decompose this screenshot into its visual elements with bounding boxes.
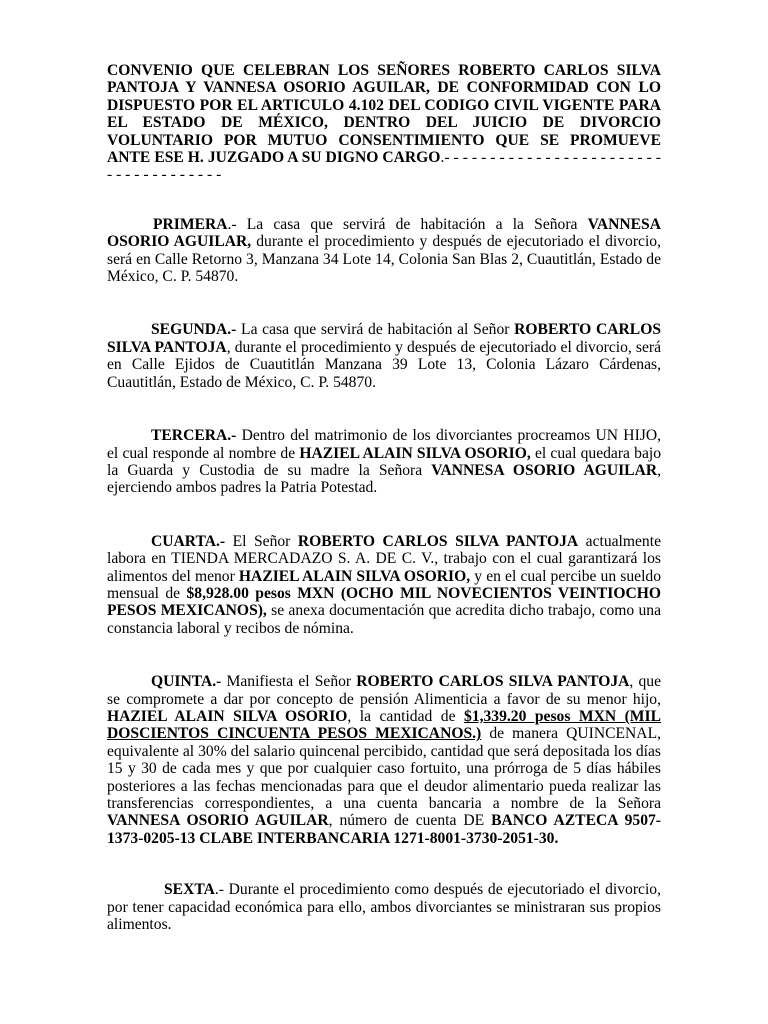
clause-segunda <box>107 321 661 391</box>
clause-cuarta-name: ROBERTO CARLOS SILVA PANTOJA <box>297 532 579 550</box>
clause-cuarta-label: CUARTA.- <box>151 532 226 550</box>
clause-quinta-label: QUINTA.- <box>151 673 222 691</box>
clause-primera <box>107 216 661 286</box>
clause-sexta-label: SEXTA <box>164 881 215 899</box>
clause-tercera-mother: VANNESA OSORIO AGUILAR <box>431 461 658 479</box>
clause-quinta-text-4: de manera QUINCENAL, equivalente al 30% del salario quincenal percibido, cantidad que será depositada los días 15 y 30 de cada mes y que por cualquier caso fortuito, una prórroga de 5 días hábiles posteriores a las fechas mencionadas para que el deudor alimentario pueda realizar las transferencias correspondientes, a una cuenta bancaria a nombre de la Señora <box>107 725 661 812</box>
clause-tercera-text-2: el cual quedara bajo la Guarda y Custodia de su madre la Señora <box>107 444 662 479</box>
clause-cuarta-text-1: El Señor <box>225 532 298 550</box>
clause-quinta-text-2: , que se compromete a dar por concepto de pensión Alimenticia a favor de su menor hijo, <box>107 673 661 708</box>
clause-segunda-text-1: La casa que servirá de habitación al Señor <box>236 321 515 339</box>
clause-primera-text-1: .- La casa que servirá de habitación a la Señora <box>227 215 588 233</box>
heading-dash-trail: .- - - - - - - - - - - - - - - - - - - - - - - - - - - - - - - - - - - - - <box>107 149 661 184</box>
clause-quinta-amount: $1,339.20 pesos MXN (MIL DOSCIENTOS CINCUENTA PESOS MEXICANOS.) <box>107 707 661 743</box>
clause-cuarta-text-2: actualmente labora en TIENDA MERCADAZO S. A. DE C. V., trabajo con el cual garantizará los alimentos del menor <box>107 532 661 585</box>
clause-sexta <box>107 881 661 933</box>
clause-sexta-text-1: .- Durante el procedimiento como después de ejecutoriado el divorcio, por tener capacidad económica para ello, ambos divorciantes se ministraran sus propios alimentos. <box>107 881 661 934</box>
clause-cuarta-child: HAZIEL ALAIN SILVA OSORIO, <box>238 567 471 585</box>
heading-text: CONVENIO QUE CELEBRAN LOS SEÑORES ROBERTO CARLOS SILVA PANTOJA Y VANNESA OSORIO AGUILAR, DE CONFORMIDAD CON LO DISPUESTO POR EL ARTICULO 4.102 DEL CODIGO CIVIL VIGENTE PARA EL ESTADO DE MÉXICO, DENTRO DEL JUICIO DE DIVORCIO VOLUNTARIO POR MUTUO CONSENTIMIENTO QUE SE PROMUEVE ANTE ESE H. JUZGADO A SU DIGNO CARGO <box>107 62 661 167</box>
clause-tercera <box>107 427 661 497</box>
agreement-heading <box>107 62 661 184</box>
clause-primera-name: VANNESA OSORIO AGUILAR, <box>107 215 661 251</box>
clause-segunda-label: SEGUNDA.- <box>151 321 237 339</box>
clause-tercera-text-1: Dentro del matrimonio de los divorciantes procreamos UN HIJO, el cual responde al nombre de <box>107 427 661 462</box>
clause-tercera-child: HAZIEL ALAIN SILVA OSORIO, <box>299 444 531 462</box>
clause-primera-text-2: durante el procedimiento y después de ejecutoriado el divorcio, será en Calle Retorno 3, Manzana 34 Lote 14, Colonia San Blas 2, Cuautitlán, Estado de México, C. P. 54870. <box>107 233 661 286</box>
clause-cuarta-text-4: se anexa documentación que acredita dicho trabajo, como una constancia laboral y recibos de nómina. <box>107 602 661 637</box>
clause-primera-label: PRIMERA <box>153 215 228 233</box>
clause-cuarta <box>107 533 661 637</box>
clause-segunda-name: ROBERTO CARLOS SILVA PANTOJA <box>107 321 661 356</box>
clause-quinta-name: ROBERTO CARLOS SILVA PANTOJA <box>356 673 630 691</box>
clause-quinta <box>107 673 661 847</box>
document-page <box>107 62 661 933</box>
clause-tercera-label: TERCERA.- <box>151 427 237 445</box>
clause-quinta-child: HAZIEL ALAIN SILVA OSORIO <box>107 707 348 725</box>
clause-segunda-text-2: , durante el procedimiento y después de ejecutoriado el divorcio, será en Calle Ejidos de Cuautitlán Manzana 39 Lote 13, Colonia Lázaro Cárdenas, Cuautitlán, Estado de México, C. P. 54870. <box>107 338 661 391</box>
clause-cuarta-text-3: y en el cual percibe un sueldo mensual de <box>107 567 661 602</box>
clause-cuarta-amount: $8,928.00 pesos MXN (OCHO MIL NOVECIENTOS VEINTIOCHO PESOS MEXICANOS), <box>107 584 662 620</box>
clause-quinta-text-3: , la cantidad de <box>347 707 465 725</box>
clause-quinta-text-5: , número de cuenta DE <box>328 812 492 830</box>
clause-quinta-text-1: Manifiesta el Señor <box>221 673 357 691</box>
clause-quinta-mother: VANNESA OSORIO AGUILAR <box>107 812 329 830</box>
clause-tercera-text-3: , ejerciendo ambos padres la Patria Potestad. <box>107 461 662 497</box>
clause-quinta-bank-account: BANCO AZTECA 9507-1373-0205-13 CLABE INTERBANCARIA 1271-8001-3730-2051-30. <box>107 812 661 847</box>
